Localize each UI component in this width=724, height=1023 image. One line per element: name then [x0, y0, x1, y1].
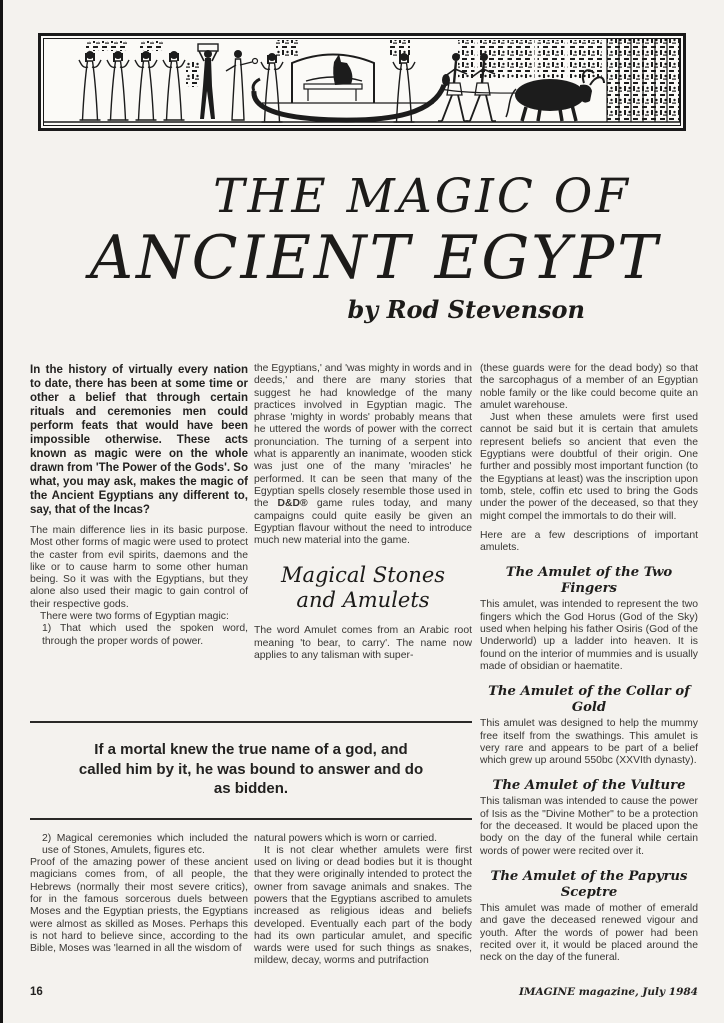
paragraph [254, 363, 472, 547]
amulet-heading: The Amulet of the Collar of Gold [488, 684, 690, 716]
paragraph: natural powers which is worn or carried. [254, 832, 438, 844]
article-body [30, 363, 698, 968]
section-heading-magical-stones [254, 563, 472, 613]
amulet-section-vulture [480, 778, 698, 857]
page-footer [30, 986, 698, 998]
amulet-section-collar-of-gold [480, 684, 698, 767]
scan-edge-artifact [0, 0, 3, 1023]
paragraph: It is not clear whether amulets were first used on living or dead bodies but it is thought that they were originally intended to protect the owner from savage animals and snakes. The powers that the Egyptians ascribed to amulets increased as religious ideas and beliefs developed. Eventually each part of the body had its own particular amulet, and specific wards were used for such things as snakes, mildew, decay, worms and putrifaction [254, 844, 472, 967]
intro-paragraph: In the history of virtually every nation to date, there has been at some time or other a belief that through certain rituals and ceremonies men could perform feats that would have been impossible otherwise. These acts known as magic were on the whole drawn from 'The Power of the Gods'. So what, you may ask, makes the magic of the Ancient Egyptians any different to, say, that of the Incas? [30, 364, 248, 516]
amulet-section-papyrus-sceptre [480, 869, 698, 964]
numbered-item-1: 1) That which used the spoken word, through the proper words of power. [42, 623, 248, 647]
text-run: game rules today, and many campaigns could quite easily be given an Egyptian flavour without the need to introduce much new material into the game. [254, 498, 472, 547]
numbered-item-2: 2) Magical ceremonies which included the use of Stones, Amulets, figures etc. [42, 832, 248, 856]
egyptian-frieze-drawing [38, 33, 686, 131]
paragraph: Here are a few descriptions of important amulets. [480, 529, 698, 554]
amulet-body: This amulet was made of mother of emerald and gave the deceased renewed vigour and youth. After the words of power had been recited over it, it would be placed around the neck on the day of the funeral. [480, 902, 698, 964]
pull-quote-text: If a mortal knew the true name of a god, and called him by it, he was bound to answer and do as bidden. [78, 741, 424, 797]
paragraph: (these guards were for the dead body) so that the sarcophagus of a member of an Egyptian noble family or the like could become quite an amulet warehouse. [480, 363, 698, 411]
heading-line: Magical Stones [280, 563, 446, 588]
column-2-top [254, 363, 472, 715]
heading-line: and Amulets [296, 588, 430, 613]
text-run: the Egyptians,' and 'was mighty in words and in deeds,' and there are many stories that suggest he had knowledge of the many practices involved in Egyptian magic. The phrase 'mighty in words' probably means that he uttered the words of power with the correct pronunciation. The turning of a serpent into what is apparently an inanimate, wooden stick was just one of the many 'miracles' he performed. It can be seen that many of the Egyptian spells closely resemble those used in the [254, 363, 472, 510]
amulet-section-two-fingers [480, 565, 698, 673]
amulet-body: This amulet, was intended to represent the two fingers which the God Horus (God of the Sky) used when helping his father Osiris (God of the Underworld) up a ladder into heaven. It is found on the interior of mummies and is usually made of obsidian or haematite. [480, 599, 698, 672]
paragraph: Just when these amulets were first used cannot be said but it is certain that amulets represent beliefs so ancient that even the Egyptians were doubtful of their origin. One further and possibly most important function (to the Egyptians at least) was the inscription upon tomb, stele, coffin etc used to bring the Gods under the power of the deceased, so that they might compel the immortals to do their will. [480, 412, 698, 522]
article-title-line1: THE MAGIC OF [213, 169, 631, 224]
column-1-bottom [30, 833, 248, 968]
banner-illustration [38, 33, 686, 131]
left-two-column-region [30, 363, 472, 968]
amulet-body: This talisman was intended to cause the power of Isis as the "Divine Mother" to be a protection for the deceased. It would be placed upon the body on the day of the funeral while certain words of power were recited over it. [480, 796, 698, 857]
pull-quote [30, 721, 472, 820]
page-number: 16 [30, 986, 43, 998]
column-3 [480, 363, 698, 968]
column-1-top [30, 363, 248, 715]
article-title-line2: ANCIENT EGYPT [89, 223, 661, 293]
dnd-brand-text: D&D® [277, 498, 308, 510]
paragraph: There were two forms of Egyptian magic: [40, 611, 229, 623]
amulet-heading: The Amulet of the Papyrus Sceptre [490, 868, 688, 900]
amulet-heading: The Amulet of the Vulture [492, 778, 686, 794]
column-2-bottom [254, 833, 472, 968]
amulet-heading: The Amulet of the Two Fingers [505, 565, 673, 597]
magazine-credit: IMAGINE magazine, July 1984 [518, 986, 698, 998]
paragraph: The main difference lies in its basic purpose. Most other forms of magic were used to protect the caster from evil spirits, daemons and the like or to cause harm to some other human being. So it was with the Egyptians, but they alone also used their magic to gain control of their respective gods. [30, 525, 248, 610]
paragraph: The word Amulet comes from an Arabic root meaning 'to bear, to carry'. The name now applies to any talisman with super- [254, 625, 472, 662]
article-byline: by Rod Stevenson [347, 295, 585, 324]
amulet-body: This amulet was designed to help the mummy free itself from the swathings. This amulet is very rare and appears to be part of a belief which grew up around 550bc (XXVIth dynasty). [480, 718, 698, 767]
article-header [0, 170, 724, 326]
paragraph: Proof of the amazing power of these ancient magicians comes from, of all people, the Hebrews (normally their most severe critics), for in the famous sorcerous duels between Moses and the Egyptian priests, the Egyptians were almost as skilled as Moses. Perhaps this is not hard to believe since, according to the Bible, Moses was 'learned in all the wisdom of [30, 857, 248, 955]
